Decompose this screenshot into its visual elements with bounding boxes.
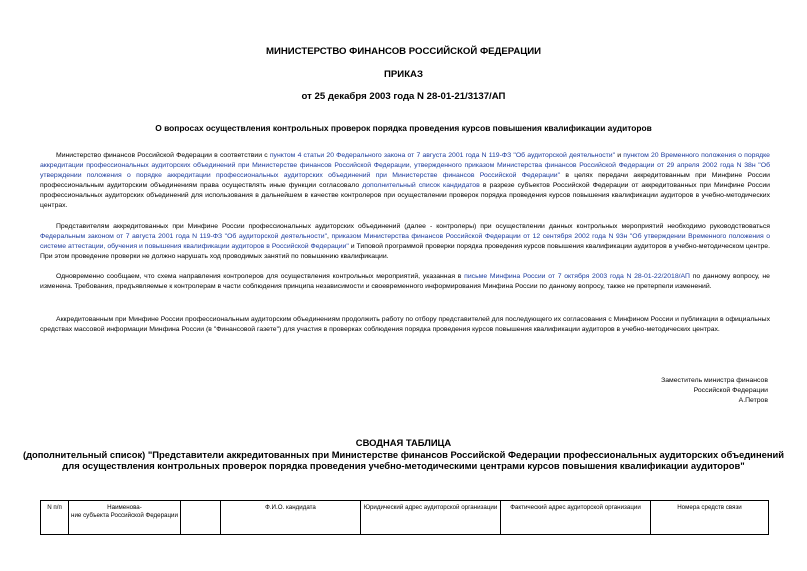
- paragraph-text: Одновременно сообщаем, что схема направления контролеров для осуществления контрольных мероприятий, указанная в: [56, 273, 465, 280]
- paragraph-text: в целях передачи аккредитованным при Минфине России профессиональным аудиторским объединениям права осуществлять иные функции согласовало: [40, 172, 770, 189]
- order-93n-link[interactable]: приказом Министерства финансов Российской Федерации от 12 сентября 2002 года N 93н "Об утверждении Временного положения о системе аттестации, обучения и повышения квалификации аудиторов в Российской Федерации": [40, 233, 770, 250]
- paragraph-text: Аккредитованным при Минфине России профессиональным аудиторским объединениям продолжить работу по отбору представителей для последующего их согласования с Минфином России и публикации в официальных средствах массовой информации Минфина России (в "Финансовой газете") для участия в проверках соблюдения порядка проведения курсов повышения квалификации аудиторов в учебно-методических центрах.: [40, 316, 770, 333]
- signer-position-country: Российской Федерации: [693, 387, 768, 394]
- column-header: Номера средств связи: [651, 501, 769, 535]
- candidates-table: [40, 500, 769, 535]
- order-subject: О вопросах осуществления контрольных проверок порядка проведения курсов повышения квалификации аудиторов: [155, 123, 652, 133]
- signer-name: А.Петров: [738, 397, 768, 404]
- federal-law-link[interactable]: Федеральным законом от 7 августа 2001 года N 119-ФЗ "Об аудиторской деятельности": [40, 233, 328, 240]
- signature-block: [661, 376, 768, 406]
- paragraph-text: и: [615, 152, 624, 159]
- temporary-regulation-link[interactable]: пунктом 20 Временного положения о порядке аккредитации профессиональных аудиторских объединений при Министерстве финансов Российской Федерации, утвержденного приказом Министерства финансов Российской Федерации от 29 апреля 2002 года N 38н "Об утверждении положения о порядке аккредитации профессиональных аудиторских объединений при Министерстве финансов Российской Федерации": [40, 152, 770, 179]
- paragraph-3: [40, 272, 770, 292]
- column-header: N п/п: [41, 501, 69, 535]
- paragraph-text: Министерство финансов Российской Федерации в соответствии с: [56, 152, 270, 159]
- summary-table-subtitle-1: (дополнительный список) "Представители аккредитованных при Министерстве финансов Российской Федерации профессиональных аудиторских объединений: [22, 449, 785, 460]
- table-header-row: [41, 501, 769, 535]
- column-header: [181, 501, 221, 535]
- column-header: Ф.И.О. кандидата: [221, 501, 361, 535]
- paragraph-2: [40, 222, 770, 262]
- additional-candidates-list-link[interactable]: дополнительный список кандидатов: [362, 182, 480, 189]
- signer-position: Заместитель министра финансов: [661, 377, 768, 384]
- paragraph-text: в разрезе субъектов Российской Федерации от аккредитованных при Минфине России профессиональных аудиторских объединений для использования в дальнейшем в качестве контролеров при осуществлении проверок порядка проведения курсов повышения квалификации аудиторов в учебно-методических центрах.: [40, 182, 770, 209]
- ministry-heading: МИНИСТЕРСТВО ФИНАНСОВ РОССИЙСКОЙ ФЕДЕРАЦИИ: [265, 46, 542, 57]
- column-header: Юридический адрес аудиторской организации: [361, 501, 501, 535]
- paragraph-text: и Типовой программой проверки порядка проведения курсов повышения квалификации аудиторов в учебно-методическом центре. При этом проведение проверки не должно нарушать ход проводимых занятий по повышению квалификации.: [40, 243, 771, 260]
- order-type-heading: ПРИКАЗ: [384, 69, 423, 80]
- paragraph-text: по данному вопросу, не изменена. Требования, предъявляемые к контролерам в части соблюдения принципа независимости и своевременного информирования Минфина России по данному вопросу, также не претерпели изменений.: [40, 273, 770, 290]
- law-119fz-article-link[interactable]: пунктом 4 статьи 20 Федерального закона от 7 августа 2001 года N 119-ФЗ "Об аудиторской деятельности": [269, 152, 616, 159]
- column-header: Наименова- ние субъекта Российской Федерации: [69, 501, 181, 535]
- column-header: Фактический адрес аудиторской организации: [501, 501, 651, 535]
- minfin-letter-link[interactable]: письме Минфина России от 7 октября 2003 года N 28-01-22/2018/АП: [464, 273, 690, 280]
- paragraph-text: ,: [327, 233, 332, 240]
- paragraph-text: Представителям аккредитованных при Минфине России профессиональных аудиторских объединений (далее - контролеры) при осуществлении данных контрольных мероприятий необходимо руководствоваться: [56, 223, 770, 230]
- paragraph-1: [40, 151, 770, 211]
- summary-table-title: СВОДНАЯ ТАБЛИЦА: [355, 437, 452, 448]
- summary-table-subtitle-2: для осуществления контрольных проверок порядка проведения учебно-методическими центрами курсов повышения квалификации аудиторов": [62, 460, 745, 471]
- paragraph-4: [40, 315, 770, 335]
- order-date-number: от 25 декабря 2003 года N 28-01-21/3137/АП: [301, 91, 506, 102]
